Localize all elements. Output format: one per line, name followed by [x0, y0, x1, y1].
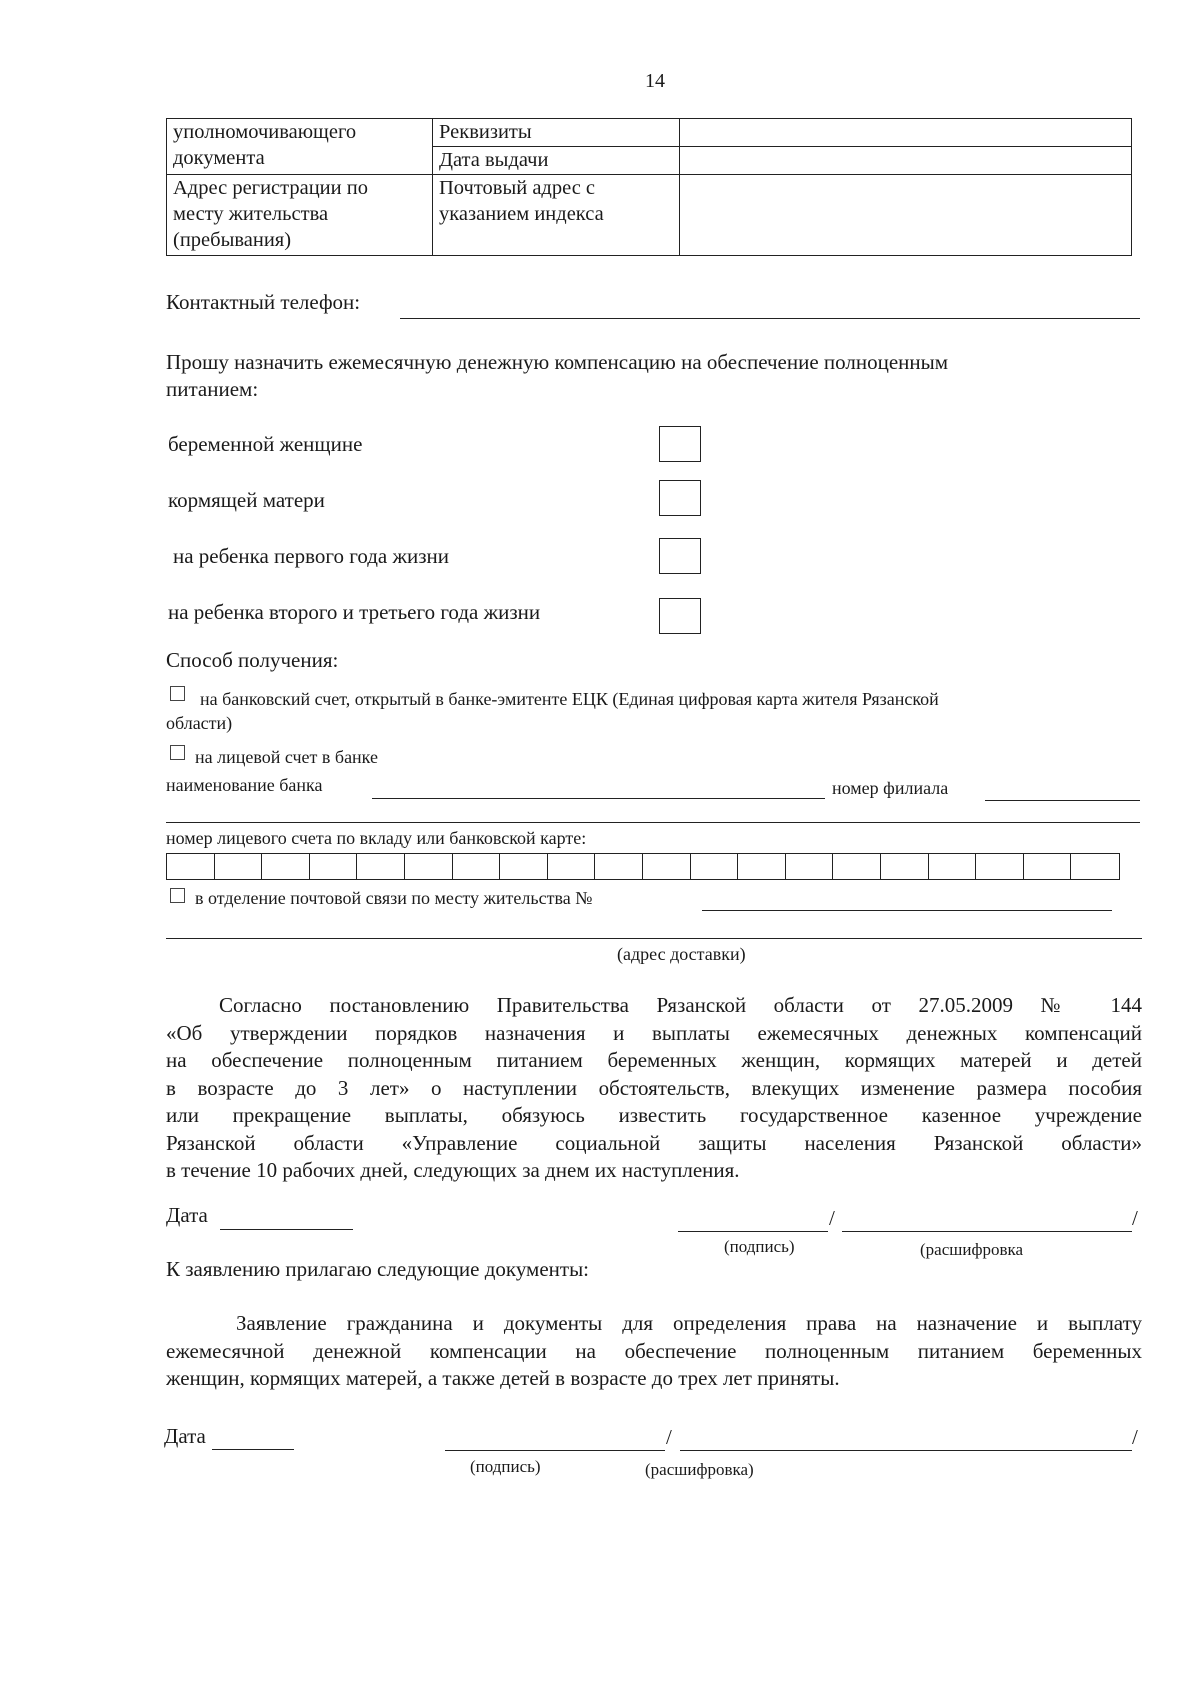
obligation-line: «Об утверждении порядков назначения и выплаты ежемесячных денежных компенсаций — [166, 1020, 1142, 1045]
post-office-number-field[interactable] — [702, 910, 1112, 911]
date-field-2[interactable] — [212, 1449, 294, 1450]
label-line: указанием индекса — [439, 203, 604, 225]
bank-card-text-line1: на банковский счет, открытый в банке-эмитенте ЕЦК (Единая цифровая карта жителя Рязанской — [200, 689, 939, 709]
account-digit-cell[interactable] — [881, 854, 929, 879]
post-office-label: в отделение почтовой связи по месту жительства № — [195, 888, 593, 908]
delivery-address-caption: (адрес доставки) — [617, 944, 746, 964]
label-line: (пребывания) — [173, 229, 292, 251]
obligation-line: в возрасте до 3 лет» о наступлении обстоятельств, влекущих изменение размера пособия — [166, 1075, 1142, 1100]
obligation-line: Рязанской области «Управление социальной защиты населения Рязанской области» — [166, 1130, 1142, 1155]
acceptance-paragraph — [166, 1310, 1142, 1393]
bank-card-text-line2: области) — [166, 713, 233, 733]
postal-address-value-cell[interactable] — [680, 175, 1132, 256]
decoding-caption-2: (расшифровка) — [645, 1460, 754, 1479]
account-digit-cell[interactable] — [691, 854, 739, 879]
option-nursing-label: кормящей матери — [168, 488, 325, 512]
bank-name-label: наименование банка — [166, 775, 323, 795]
option-second-third-year-label: на ребенка второго и третьего года жизни — [168, 600, 541, 624]
post-office-checkbox[interactable] — [170, 888, 185, 903]
account-digit-cell[interactable] — [453, 854, 501, 879]
label-line: уполномочивающего — [173, 121, 357, 143]
request-text-line2: питанием: — [166, 377, 259, 401]
option-first-year-checkbox[interactable] — [659, 538, 701, 574]
signature-caption-2: (подпись) — [470, 1457, 541, 1476]
branch-number-field[interactable] — [985, 800, 1140, 801]
acceptance-line: Заявление гражданина и документы для определения права на назначение и выплату — [236, 1311, 1142, 1335]
option-second-third-year-checkbox[interactable] — [659, 598, 701, 634]
decoding-field-1[interactable] — [842, 1231, 1132, 1232]
bank-name-field[interactable] — [372, 798, 825, 799]
account-digit-cell[interactable] — [310, 854, 358, 879]
signature-end-slash-2: / — [1132, 1425, 1138, 1449]
option-nursing-checkbox[interactable] — [659, 480, 701, 516]
decoding-field-2[interactable] — [680, 1450, 1132, 1451]
option-first-year-label: на ребенка первого года жизни — [173, 544, 449, 568]
account-digit-cell[interactable] — [738, 854, 786, 879]
obligation-line: Согласно постановлению Правительства Рязанской области от 27.05.2009 № 144 — [219, 993, 1142, 1017]
attachments-label: К заявлению прилагаю следующие документы: — [166, 1257, 590, 1281]
requisites-value-cell[interactable] — [680, 119, 1132, 147]
obligation-line: в течение 10 рабочих дней, следующих за днем их наступления. — [166, 1158, 740, 1182]
contact-phone-field[interactable] — [400, 318, 1140, 319]
option-pregnant-label: беременной женщине — [168, 432, 363, 456]
label-line: документа — [173, 147, 265, 169]
authorizing-document-label — [167, 119, 433, 175]
contact-phone-label: Контактный телефон: — [166, 290, 361, 314]
account-digit-cell[interactable] — [595, 854, 643, 879]
date-label-2: Дата — [164, 1424, 206, 1448]
account-digit-cell[interactable] — [976, 854, 1024, 879]
label-line: Почтовый адрес с — [439, 177, 596, 199]
signature-caption-1: (подпись) — [724, 1237, 795, 1256]
bank-card-checkbox[interactable] — [170, 686, 185, 701]
signature-slash-2: / — [666, 1425, 672, 1449]
acceptance-line: женщин, кормящих матерей, а также детей в возрасте до трех лет приняты. — [166, 1366, 840, 1390]
date-label-1: Дата — [166, 1203, 208, 1227]
account-digit-cell[interactable] — [929, 854, 977, 879]
option-pregnant-checkbox[interactable] — [659, 426, 701, 462]
obligation-line: или прекращение выплаты, обязуюсь известить государственное казенное учреждение — [166, 1103, 1142, 1127]
page-number: 14 — [645, 70, 665, 92]
request-text-line1: Прошу назначить ежемесячную денежную компенсацию на обеспечение полноценным — [166, 350, 949, 374]
personal-account-label: на лицевой счет в банке — [195, 747, 378, 767]
acceptance-line: ежемесячной денежной компенсации на обеспечение полноценным питанием беременных — [166, 1338, 1142, 1363]
account-digit-cell[interactable] — [1024, 854, 1072, 879]
signature-end-slash-1: / — [1132, 1206, 1138, 1230]
postal-address-label — [433, 175, 680, 256]
account-digit-cell[interactable] — [1071, 854, 1119, 879]
signature-field-1[interactable] — [678, 1231, 828, 1232]
decoding-caption-1: (расшифровка — [920, 1240, 1024, 1259]
issue-date-label: Дата выдачи — [433, 147, 680, 175]
bank-name-continuation-field[interactable] — [166, 822, 1140, 823]
account-number-label: номер лицевого счета по вкладу или банковской карте: — [166, 828, 587, 848]
account-digit-cell[interactable] — [500, 854, 548, 879]
requisites-label: Реквизиты — [433, 119, 680, 147]
requisites-table — [166, 118, 1132, 256]
account-number-cells — [166, 853, 1120, 880]
delivery-address-field[interactable] — [166, 938, 1142, 939]
account-digit-cell[interactable] — [262, 854, 310, 879]
account-digit-cell[interactable] — [833, 854, 881, 879]
account-digit-cell[interactable] — [643, 854, 691, 879]
personal-account-checkbox[interactable] — [170, 745, 185, 760]
registration-address-label — [167, 175, 433, 256]
label-line: месту жительства — [173, 203, 329, 225]
branch-number-label: номер филиала — [832, 778, 949, 798]
date-field-1[interactable] — [220, 1229, 353, 1230]
signature-field-2[interactable] — [445, 1450, 665, 1451]
method-title: Способ получения: — [166, 648, 339, 672]
account-digit-cell[interactable] — [405, 854, 453, 879]
account-digit-cell[interactable] — [167, 854, 215, 879]
issue-date-value-cell[interactable] — [680, 147, 1132, 175]
account-digit-cell[interactable] — [357, 854, 405, 879]
label-line: Адрес регистрации по — [173, 177, 368, 199]
account-digit-cell[interactable] — [548, 854, 596, 879]
account-digit-cell[interactable] — [786, 854, 834, 879]
obligation-paragraph — [166, 992, 1142, 1185]
signature-slash-1: / — [829, 1206, 835, 1230]
obligation-line: на обеспечение полноценным питанием беременных женщин, кормящих матерей и детей — [166, 1048, 1142, 1072]
account-digit-cell[interactable] — [215, 854, 263, 879]
